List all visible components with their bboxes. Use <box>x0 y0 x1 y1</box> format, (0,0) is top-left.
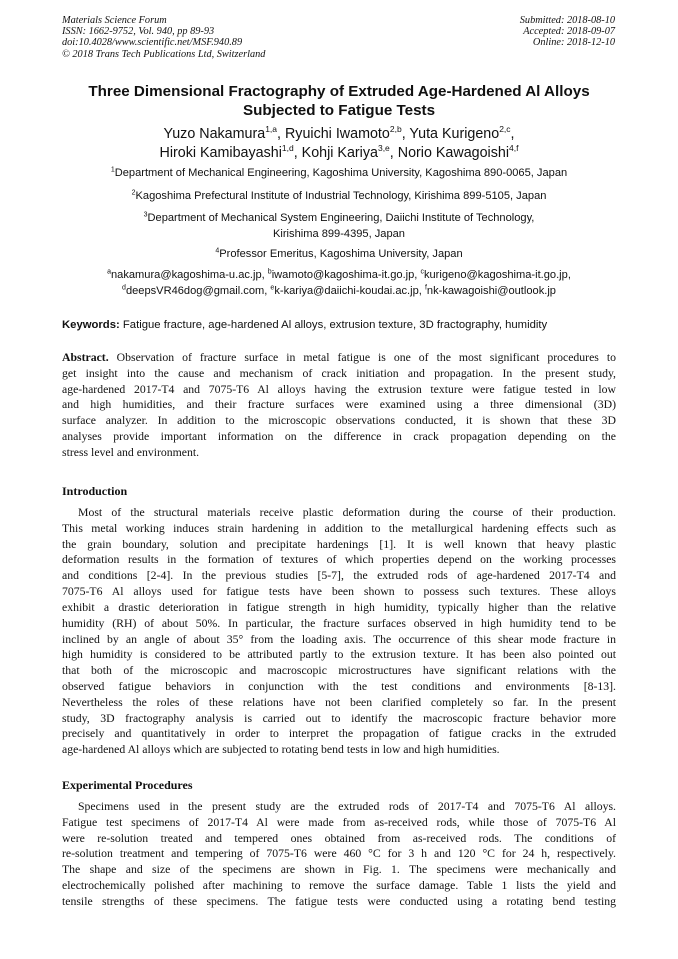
experimental-heading: Experimental Procedures <box>62 778 193 792</box>
email-line <box>62 284 616 300</box>
affiliation-3 <box>62 211 616 242</box>
body-line: high humidity is considered to be attributed partly to the extrusion texture. It has been also pointed out <box>62 648 616 662</box>
email-line <box>62 268 616 284</box>
author-separator: , <box>293 145 302 161</box>
affiliation-text: Department of Mechanical Engineering, Kagoshima University, Kagoshima 890-0065, Japan <box>114 167 568 179</box>
experimental-body <box>62 799 616 910</box>
abstract <box>62 350 616 461</box>
email-address: deepsVR46dog@gmail.com, <box>125 284 271 297</box>
body-line: observed fatigue behaviors in conjunction with the test conditions and environments [8-13]. <box>62 679 616 693</box>
email-list <box>62 268 616 299</box>
accepted-date: Accepted: 2018-09-07 <box>523 26 615 38</box>
author-name: Norio Kawagoishi <box>397 145 510 161</box>
author-name: Yuzo Nakamura <box>163 126 266 142</box>
body-line: age-hardened Al alloys which are subjected to rotating bend tests in low and high humidities. <box>62 743 500 757</box>
affiliation-sup: 3 <box>143 211 148 219</box>
body-line: were re-solution treated and tempered ones obtained from as-received rods. The conditions of <box>62 831 616 845</box>
body-line: inclined by an angle of about 35° from the loading axis. The occurrence of this shear mode fracture in <box>62 632 616 646</box>
keywords <box>62 318 622 333</box>
submitted-date: Submitted: 2018-08-10 <box>519 15 615 26</box>
author-sup: 4,f <box>509 143 519 154</box>
body-line: Specimens used in the present study are the extruded rods of 2017-T4 and 7075-T6 Al alloys. <box>78 800 616 813</box>
email-sup: f <box>424 283 427 291</box>
author-separator: , <box>401 126 410 142</box>
email-address: iwamoto@kagoshima-it.go.jp, <box>271 269 421 281</box>
author-separator: , <box>389 145 398 161</box>
body-line: that both of the microscopic and macroscopic microstructures have significant relations with the <box>62 664 616 678</box>
author-list <box>62 125 616 163</box>
author-separator: , <box>277 126 285 142</box>
title-line: Three Dimensional Fractography of Extruded Age-Hardened Al Alloys <box>88 83 590 100</box>
author-sup: 1,d <box>281 143 294 154</box>
affiliation-text: Kagoshima Prefectural Institute of Industrial Technology, Kirishima 899-5105, Japan <box>135 190 547 202</box>
journal-issn: ISSN: 1662-9752, Vol. 940, pp 89-93 <box>62 26 215 38</box>
author-sup: 1,a <box>265 124 278 135</box>
publication-dates <box>520 15 615 49</box>
body-line: study, 3D fractography analysis is carried out to identify the macroscopic fracture behavior more <box>62 711 616 725</box>
abstract-label: Abstract. <box>62 351 109 364</box>
author-name: Ryuichi Iwamoto <box>284 126 390 142</box>
body-line: electrochemically polished after machining to remove the surface damage. Table 1 lists the yield and <box>62 879 616 893</box>
keywords-label: Keywords: <box>62 319 120 331</box>
introduction-heading: Introduction <box>62 484 128 498</box>
abstract-line: get insight into the cause and mechanism of crack initiation and propagation. In the present study, <box>62 366 616 380</box>
abstract-line: age-hardened 2017-T4 and 7075-T6 Al alloys having the extrusion texture were fatigue tested in low <box>62 382 616 396</box>
author-name: Yuta Kurigeno <box>409 126 500 142</box>
abstract-line <box>62 350 616 366</box>
body-line: and conditions [2-4]. In the previous studies [5-7], the extruded rods of age-hardened 2017-T4 and <box>62 569 616 583</box>
body-line: tensile strengths of these specimens. The fatigue tests were conducted using a rotating bend testing <box>62 894 616 908</box>
journal-info <box>62 15 265 60</box>
author-sup: 3,e <box>377 143 390 154</box>
email-address: k-kariya@daiichi-koudai.ac.jp, <box>274 284 425 297</box>
email-sup: a <box>107 268 111 276</box>
body-line: deformation results in the formation of textures of which properties depend on the working processes <box>62 553 616 567</box>
affiliation-text: Professor Emeritus, Kagoshima University, Japan <box>219 248 463 260</box>
body-line: humidity (RH) of about 50%. In particular, the fracture surfaces observed in high humidity tend to be <box>62 616 616 630</box>
body-line: This metal working induces strain hardening in addition to the metallurgical hardening effects such as <box>62 521 616 535</box>
affiliation-sup: 4 <box>215 247 220 255</box>
online-date: Online: 2018-12-10 <box>532 37 615 49</box>
introduction-body <box>62 505 616 758</box>
affiliation-text: Department of Mechanical System Engineering, Daiichi Institute of Technology, <box>147 212 535 224</box>
email-sup: c <box>420 268 424 276</box>
author-line <box>62 125 616 144</box>
journal-name: Materials Science Forum <box>62 15 167 26</box>
body-line: precisely and quantitatively in order to interpret the propagation of fatigue cracks in the extruded <box>62 727 616 741</box>
author-separator: , <box>510 126 515 142</box>
author-name: Kohji Kariya <box>301 145 378 161</box>
email-sup: e <box>270 283 275 291</box>
affiliation-sup: 1 <box>110 166 115 174</box>
body-line: The shape and size of the specimens are shown in Fig. 1. The specimens were mechanically and <box>62 863 616 877</box>
author-sup: 2,b <box>389 124 402 135</box>
abstract-line: surface analyzer. In addition to the microscopic observations conducted, it is shown that these 3D <box>62 414 616 428</box>
email-address: nakamura@kagoshima-u.ac.jp, <box>111 269 268 281</box>
body-line: exhibit a drastic deterioration in fatigue strength in high humidity, typically higher than the relative <box>62 600 616 614</box>
affiliation-sup: 2 <box>131 189 136 197</box>
author-sup: 2,c <box>499 124 511 135</box>
journal-doi: doi:10.4028/www.scientific.net/MSF.940.89 <box>62 37 243 49</box>
abstract-line: analyses provide important information on the difference in crack propagation depending on the <box>62 430 616 444</box>
body-line: 7075-T6 Al alloys used for fatigue tests have been shown to possess such textures. These alloys <box>62 585 616 599</box>
author-name: Hiroki Kamibayashi <box>159 145 282 161</box>
body-line: re-solution treatment and tempering of 7075-T6 were 460 °C for 3 h and 120 °C for 24 h, respectively. <box>62 847 616 861</box>
keywords-text: Fatigue fracture, age-hardened Al alloys, extrusion texture, 3D fractography, humidity <box>119 319 548 331</box>
author-line <box>62 144 616 163</box>
affiliation-line <box>62 211 616 227</box>
body-line: Nevertheless the roles of these relations have not been clarified completely so far. In the present <box>62 695 616 709</box>
paper-title <box>62 82 616 120</box>
abstract-line-text: Observation of fracture surface in metal fatigue is one of the most significant procedures to <box>108 351 616 364</box>
abstract-line: and high humidities, and their fracture surfaces were examined using a three dimensional (3D) <box>62 398 616 412</box>
email-sup: b <box>267 268 272 276</box>
abstract-line: stress level and environment. <box>62 445 200 459</box>
affiliation-2 <box>62 189 616 205</box>
email-address: nk-kawagoishi@outlook.jp <box>426 284 556 297</box>
journal-copyright: © 2018 Trans Tech Publications Ltd, Switzerland <box>62 48 266 60</box>
affiliation-4 <box>62 247 616 263</box>
body-line: Fatigue test specimens of 2017-T4 Al were made from as-received rods, while those of 7075-T6 Al <box>62 815 616 829</box>
email-sup: d <box>122 283 126 291</box>
body-line: the grain boundary, solution and precipitate hardenings [1]. It is well known that heavy plastic <box>62 537 616 551</box>
affiliation-text: Kirishima 899-4395, Japan <box>273 227 405 240</box>
title-line: Subjected to Fatigue Tests <box>242 102 436 119</box>
email-address: kurigeno@kagoshima-it.go.jp, <box>423 269 571 281</box>
body-line: Most of the structural materials receive plastic deformation during the course of their production. <box>78 506 616 519</box>
affiliation-1 <box>62 166 616 182</box>
